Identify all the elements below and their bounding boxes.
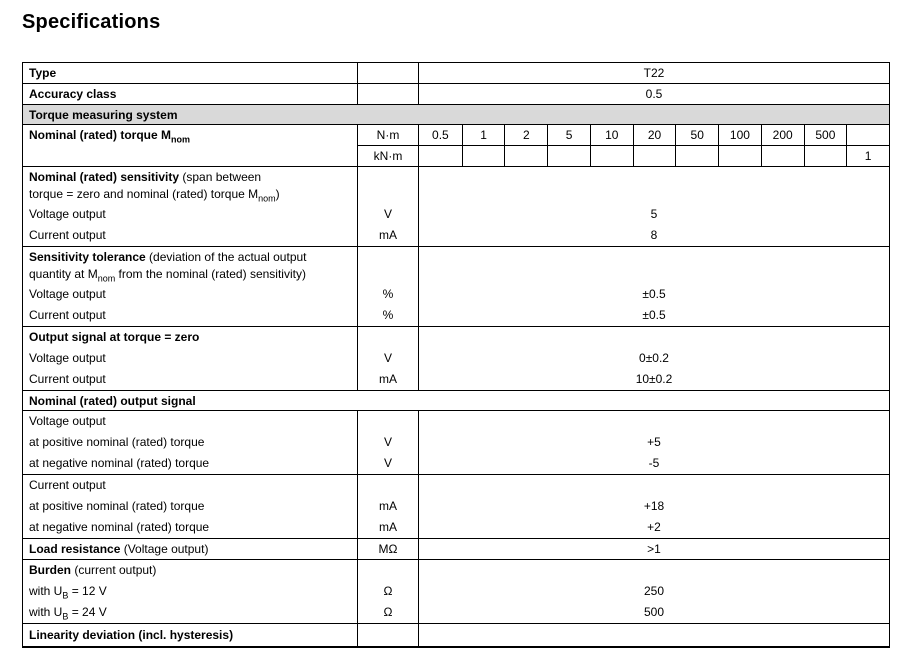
row-type-unit (358, 63, 418, 83)
torque-value-cell (419, 146, 462, 166)
row-type (23, 63, 889, 84)
unit-cell: % (382, 287, 394, 301)
section-sensitivity-tolerance (23, 247, 889, 327)
value-cell: +2 (647, 520, 661, 534)
unit-cell: V (383, 456, 392, 470)
unit-cell: mA (379, 499, 397, 513)
section-current-output (23, 475, 889, 539)
spec-row-label: Current output (29, 308, 106, 322)
value-cell: 500 (643, 605, 665, 619)
spec-row-label: at positive nominal (rated) torque (29, 499, 205, 513)
value-cell: +18 (643, 499, 665, 513)
unit-cell: kN·m (357, 146, 419, 166)
torque-value-cell: 200 (761, 125, 804, 146)
unit-cell: Ω (383, 605, 393, 619)
value-cell: ±0.5 (642, 308, 666, 322)
page-title: Specifications (22, 11, 161, 33)
value-cell: 0±0.2 (639, 351, 669, 365)
torque-value-cell (761, 146, 804, 166)
torque-value-cell: 1 (846, 146, 889, 166)
unit-cell: V (383, 351, 392, 365)
torque-value-cell (804, 146, 847, 166)
torque-value-cell (462, 146, 505, 166)
unit-cell: % (382, 308, 394, 322)
unit-cell: Ω (383, 584, 393, 598)
value-cell: +5 (647, 435, 661, 449)
section-header-line: torque = zero and nominal (rated) torque $M_{nom}$) (29, 187, 280, 204)
section-nominal-rated-sensitivity (23, 167, 889, 247)
torque-value-cell (547, 146, 590, 166)
spec-row-label: at positive nominal (rated) torque (29, 435, 205, 449)
torque-value-cell: 2 (504, 125, 547, 146)
value-cell: ±0.5 (642, 287, 666, 301)
header-nominal-rated-output-signal: Nominal (rated) output signal (23, 391, 889, 411)
spec-row-label: Voltage output (29, 287, 106, 301)
torque-value-cell: 0.5 (419, 125, 462, 146)
unit-cell: MΩ (378, 542, 398, 556)
unit-cell: mA (379, 372, 397, 386)
torque-value-cell: 1 (462, 125, 505, 146)
value-cell: >1 (647, 542, 661, 556)
torque-row-knm (357, 146, 889, 166)
torque-value-cell (718, 146, 761, 166)
value-cell: 10±0.2 (635, 372, 673, 386)
section-voltage-output (23, 411, 889, 475)
spec-row-label: Current output (29, 228, 106, 242)
spec-row-label: with $U_B = 12$ V (29, 584, 107, 601)
row-partial-clipped (23, 624, 889, 647)
torque-value-cell (633, 146, 676, 166)
torque-value-cell: 10 (590, 125, 633, 146)
unit-cell: V (383, 435, 392, 449)
row-accuracy-value: 0.5 (645, 87, 663, 101)
unit-cell: mA (379, 228, 397, 242)
specifications-table (22, 62, 890, 648)
row-accuracy-unit (358, 84, 418, 104)
torque-value-cell: 100 (718, 125, 761, 146)
value-cell (419, 624, 889, 646)
section-header-line: Current output (29, 478, 106, 492)
torque-value-cell (504, 146, 547, 166)
section-header-line: Sensitivity tolerance (deviation of the actual output (29, 250, 307, 264)
spec-row-label: Linearity deviation (incl. hysteresis) (29, 628, 234, 642)
torque-value-cell (590, 146, 633, 166)
value-cell: 250 (643, 584, 665, 598)
spec-row-label: with $U_B = 24$ V (29, 605, 107, 622)
row-nominal-rated-torque (23, 125, 889, 167)
section-header (29, 247, 357, 284)
spec-row-label: at negative nominal (rated) torque (29, 456, 210, 470)
spec-row-label: Voltage output (29, 351, 106, 365)
torque-value-cell: 50 (675, 125, 718, 146)
section-output-signal-at-torque-zero (23, 327, 889, 391)
section-header-line: Voltage output (29, 414, 106, 428)
torque-row-nm (357, 125, 889, 146)
unit-cell: mA (379, 520, 397, 534)
torque-value-cell: 20 (633, 125, 676, 146)
section-header-line: quantity at $M_{nom}$ from the nominal (rated) sensitivity) (29, 267, 306, 284)
torque-label: Nominal (rated) torque $M_{nom}$ (29, 128, 191, 145)
torque-matrix (357, 125, 889, 166)
section-header-line: Output signal at torque = zero (29, 330, 200, 344)
band-torque-measuring-system: Torque measuring system (23, 105, 889, 125)
torque-value-cell: 5 (547, 125, 590, 146)
spec-row-label: Current output (29, 372, 106, 386)
spec-row-label: Voltage output (29, 207, 106, 221)
torque-value-cell (675, 146, 718, 166)
row-accuracy-label: Accuracy class (29, 87, 117, 101)
row-type-label: Type (29, 66, 57, 80)
row-accuracy-class (23, 84, 889, 105)
unit-cell (358, 624, 418, 646)
section-header-line: Nominal (rated) sensitivity (span between (29, 170, 262, 184)
section-header (29, 167, 357, 204)
unit-cell: V (383, 207, 392, 221)
row-load-resistance (23, 539, 889, 560)
torque-value-cell (846, 125, 889, 146)
section-burden (23, 560, 889, 624)
section-header-line: Burden (current output) (29, 563, 157, 577)
value-cell: 8 (650, 228, 658, 242)
row-type-value: T22 (643, 66, 665, 80)
spec-row-label: at negative nominal (rated) torque (29, 520, 210, 534)
value-cell: -5 (648, 456, 660, 470)
spec-row-label: Load resistance (Voltage output) (29, 542, 209, 556)
unit-cell: N·m (357, 125, 419, 146)
value-cell: 5 (650, 207, 658, 221)
torque-value-cell: 500 (804, 125, 847, 146)
